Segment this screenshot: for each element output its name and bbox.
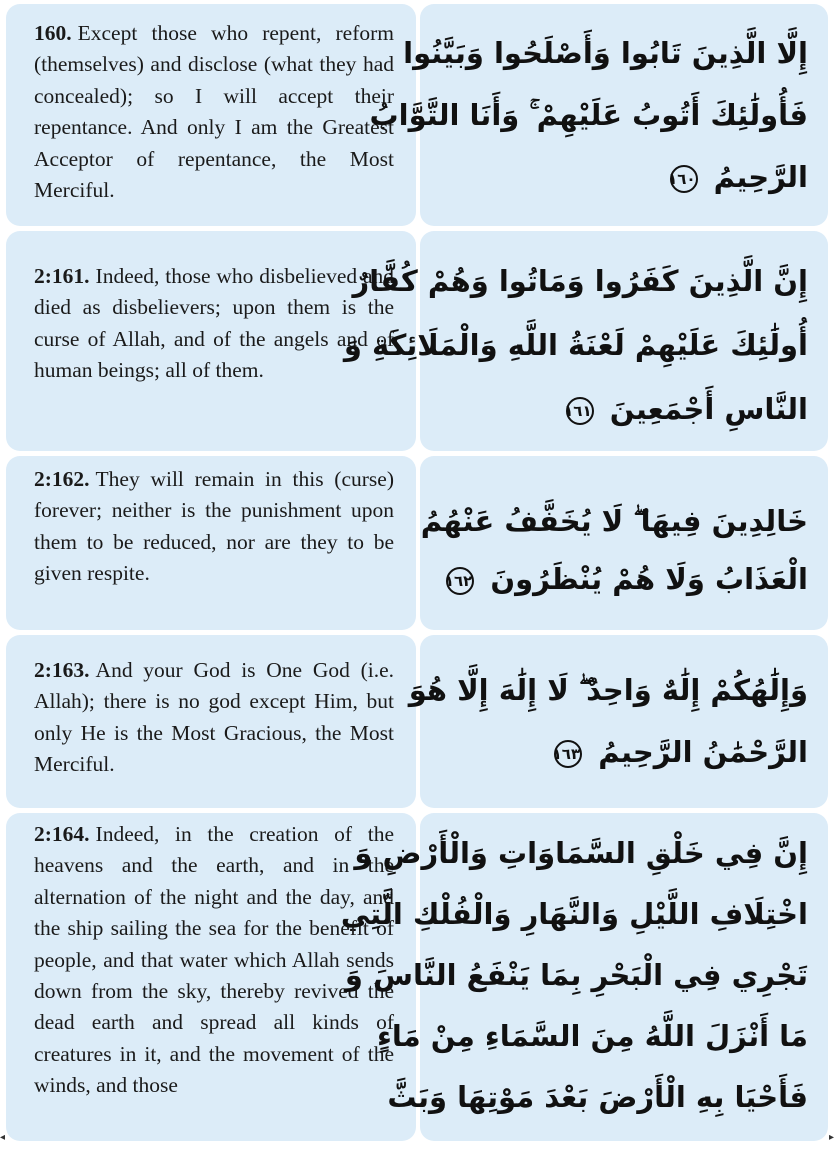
- verse-row-163: [6, 635, 828, 808]
- arabic-line: الْعَذَابُ وَلَا هُمْ يُنْظَرُونَ: [490, 562, 808, 596]
- arabic-line: تَجْرِي فِي الْبَحْرِ بِمَا يَنْفَعُ النَّاسَ وَ: [344, 958, 808, 992]
- english-translation: [34, 464, 394, 590]
- english-translation: [34, 261, 394, 387]
- verse-number: 2:161.: [34, 264, 90, 288]
- arabic-line: الرَّحْمَٰنُ الرَّحِيمُ: [598, 735, 808, 769]
- english-text: Except those who repent, reform (themselves) and disclose (what they had concealed); so I will accept their repentance. And only I am the Greatest Acceptor of repentance, the Most Merciful.: [34, 21, 394, 203]
- verse-number: 2:162.: [34, 467, 90, 491]
- arabic-line: فَأُولَٰئِكَ أَتُوبُ عَلَيْهِمْ ۚ وَأَنَا التَّوَّابُ: [369, 98, 808, 132]
- ayah-end-marker: ١٦٢: [446, 567, 474, 595]
- arabic-line: فَأَحْيَا بِهِ الْأَرْضَ بَعْدَ مَوْتِهَا وَبَثَّ: [387, 1080, 808, 1114]
- arabic-line: الرَّحِيمُ: [713, 160, 808, 194]
- arabic-cell: [369, 4, 828, 226]
- arabic-line: أُولَٰئِكَ عَلَيْهِمْ لَعْنَةُ اللَّهِ وَالْمَلَائِكَةِ وَ: [343, 328, 808, 362]
- arabic-line-last: [438, 721, 808, 783]
- arabic-line-last: [438, 550, 808, 608]
- verse-row-160: [6, 4, 828, 226]
- verse-number: 2:163.: [34, 658, 90, 682]
- verse-row-161: [6, 231, 828, 451]
- arabic-line: وَإِلَٰهُكُمْ إِلَٰهٌ وَاحِدٌ ۖ لَا إِلَٰهَ إِلَّا هُوَ: [408, 673, 808, 707]
- arabic-line: مَا أَنْزَلَ اللَّهُ مِنَ السَّمَاءِ مِنْ مَاءٍ: [377, 1019, 808, 1053]
- arabic-cell: [408, 635, 828, 808]
- arabic-line: إِنَّ فِي خَلْقِ السَّمَاوَاتِ وَالْأَرْضِ وَ: [354, 836, 808, 870]
- arabic-line-last: [438, 377, 808, 441]
- arabic-line-last: [438, 146, 808, 208]
- corner-mark-left: ◂: [0, 1132, 6, 1143]
- english-text: Indeed, in the creation of the heavens and the earth, and in the alternation of the night and the day, and the ship sailing the sea for the benefit of people, and that water which Allah sends down from the sky, thereby revived the dead earth and spread all kinds of creatures in it, and the movement of the winds, and those: [34, 822, 394, 1098]
- arabic-line: خَالِدِينَ فِيهَا ۖ لَا يُخَفَّفُ عَنْهُمُ: [420, 504, 808, 538]
- arabic-line: النَّاسِ أَجْمَعِينَ: [609, 392, 808, 426]
- verse-number: 2:164.: [34, 822, 90, 846]
- ayah-end-marker: ١٦٠: [670, 165, 698, 193]
- ayah-end-marker: ١٦٣: [554, 740, 582, 768]
- english-translation: [34, 819, 394, 1102]
- arabic-line: إِنَّ الَّذِينَ كَفَرُوا وَمَاتُوا وَهُمْ كُفَّارٌ: [352, 264, 808, 298]
- verse-number: 160.: [34, 21, 72, 45]
- arabic-cell: [343, 231, 828, 451]
- arabic-line: اخْتِلَافِ اللَّيْلِ وَالنَّهَارِ وَالْفُلْكِ الَّتِي: [340, 897, 808, 931]
- english-text: They will remain in this (curse) forever; neither is the punishment upon them to be reduced, nor are they to be given respite.: [34, 467, 394, 586]
- english-text: Indeed, those who disbelieved and died as disbelievers; upon them is the curse of Allah, and of the angels and of human beings; all of them.: [34, 264, 394, 383]
- english-translation: [34, 18, 394, 206]
- ayah-end-marker: ١٦١: [566, 397, 594, 425]
- verse-row-164: [6, 813, 828, 1141]
- arabic-cell: [420, 456, 828, 630]
- english-cell: [6, 4, 416, 226]
- english-text: And your God is One God (i.e. Allah); there is no god except Him, but only He is the Most Gracious, the Most Merciful.: [34, 658, 394, 777]
- english-cell: [6, 635, 416, 808]
- verse-row-162: [6, 456, 828, 630]
- arabic-line: إِلَّا الَّذِينَ تَابُوا وَأَصْلَحُوا وَبَيَّنُوا: [403, 36, 808, 70]
- english-cell: [6, 456, 416, 630]
- english-translation: [34, 655, 394, 781]
- arabic-cell: [340, 813, 828, 1141]
- corner-mark-right: ▸: [828, 1132, 834, 1143]
